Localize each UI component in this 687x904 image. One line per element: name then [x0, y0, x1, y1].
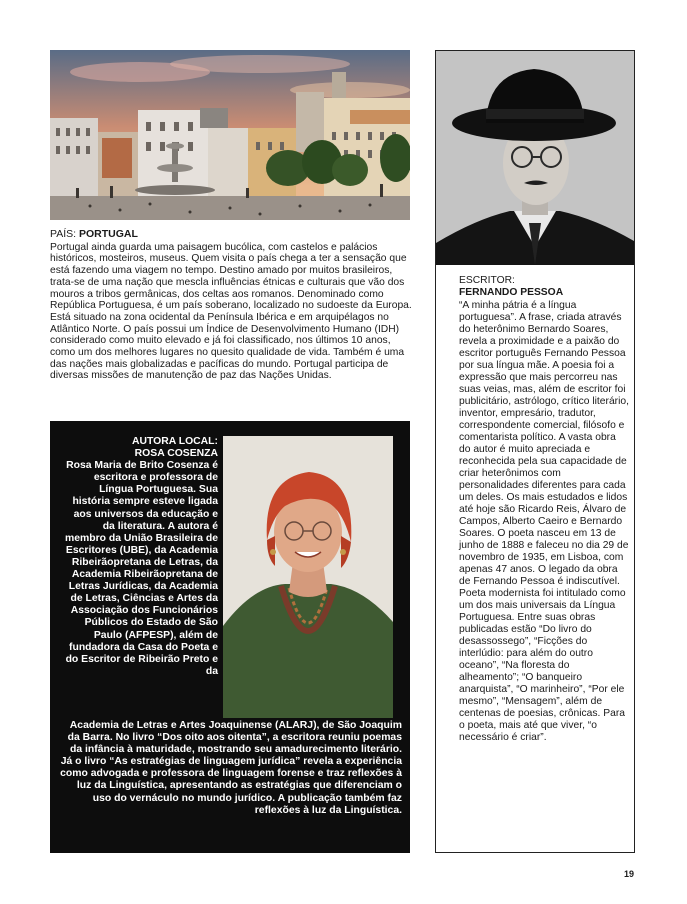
author-body-bottom: Academia de Letras e Artes Joaquinense (ALARJ), de São Joaquim da Barra. No livro “Dos oito aos oitenta”, a escritora reuniu poemas da infância à maturidade, mostrando seu amadurecimento literário. Já o livro “As estratégias de linguagem jurídica” revela a experiência como advogada e professora de linguagem forense e traz reflexões à luz da Linguística, apresentando as estratégias que diferenciam o uso do vernáculo no mundo jurídico. A publicação também faz reflexões à luz da Linguística.: [60, 720, 402, 816]
writer-name: FERNANDO PESSOA: [459, 287, 564, 298]
author-body-side: Rosa Maria de Brito Cosenza é escritora e professora de Língua Portuguesa. Sua história sempre esteve ligada aos universos da educação e da literatura. A autora é membro da União Brasileira de Escritores (UBE), da Academia Ribeirãopretana de Letras, da Academia Ribeirãopretana de Letras Jurídicas, da Academia de Letras, Ciências e Artes da Associação dos Funcionários Públicos do Estado de São Paulo (AFPESP), além de fundadora da Casa do Poeta e do Escritor de Ribeirão Preto e da: [64, 460, 218, 677]
author-side-text: [64, 436, 218, 678]
author-label: AUTORA LOCAL:: [131, 436, 218, 447]
country-body: Portugal ainda guarda uma paisagem bucólica, com castelos e palácios históricos, mosteiros, museus. Quem visita o país chega a ter a sensação que está fazendo uma viagem no tempo. Destino amado por muitos brasileiros, trata-se de uma nação que mescla influências étnicas e culturais que vão dos mouros a tribos germânicas, dos celtas aos romanos. Denominado como República Portuguesa, é um país soberano, localizado no sudoeste da Europa. Está situado na zona ocidental da Península Ibérica e em arquipélagos no Atlântico Norte. O país possui um Índice de Desenvolvimento Humano (IDH) considerado como muito elevado e já foi classificado, nos últimos 10 anos, como um dos melhores lugares no quesito qualidade de vida. Também é uma das nações mais globalizadas e pacíficas do mundo. Portugal participa de diversas missões de manutenção de paz das Nações Unidas.: [50, 241, 412, 382]
page-number: 19: [624, 869, 635, 879]
writer-body: “A minha pátria é a língua portuguesa”. A frase, criada através do heterônimo Bernardo Soares, revela a proximidade e a paixão do escritor português Fernando Pessoa por sua língua mãe. A poesia foi a expressão que mais percorreu nas suas veias, mas, além de escritor foi publicitário, astrólogo, crítico literário, inventor, empresário, tradutor, correspondente comercial, filósofo e comentarista político. A vasta obra do autor é muito apreciada e reconhecida pela sua capacidade de criar heterônimos com personalidades diferentes para cada um deles. Os mais estudados e lidos até hoje são Ricardo Reis, Álvaro de Campos, Alberto Caeiro e Bernardo Soares. O poeta nasceu em 13 de junho de 1888 e faleceu no dia 29 de novembro de 1935, em Lisboa, com apenas 47 anos. O legado da obra de Fernando Pessoa é indiscutível. Poeta modernista foi intitulado como um dos mais universais da Língua Portuguesa. Entre suas obras publicadas estão “Do livro do desassossego”, “Ficções do interlúdio: para além do outro oceano”, “Na floresta do alheamento”; “O banqueiro anarquista”, “O marinheiro”, “Por ele mesmo”, “Mensagem”, além de centenas de poesias, crônicas. Para o poeta, mais até que viver, “o necessário é criar”.: [459, 300, 629, 743]
country-section: [50, 229, 412, 382]
author-portrait-photo: [223, 436, 393, 718]
country-label: PAÍS:: [50, 228, 77, 240]
writer-column: [435, 50, 635, 853]
writer-text: [459, 275, 629, 744]
country-heading: [50, 229, 412, 241]
country-name: PORTUGAL: [79, 228, 138, 240]
author-name: ROSA COSENZA: [134, 448, 218, 460]
writer-label: ESCRITOR:: [459, 275, 515, 286]
local-author-box: [50, 421, 410, 853]
writer-portrait-photo: [436, 51, 634, 265]
lisbon-square-photo: [50, 50, 410, 220]
